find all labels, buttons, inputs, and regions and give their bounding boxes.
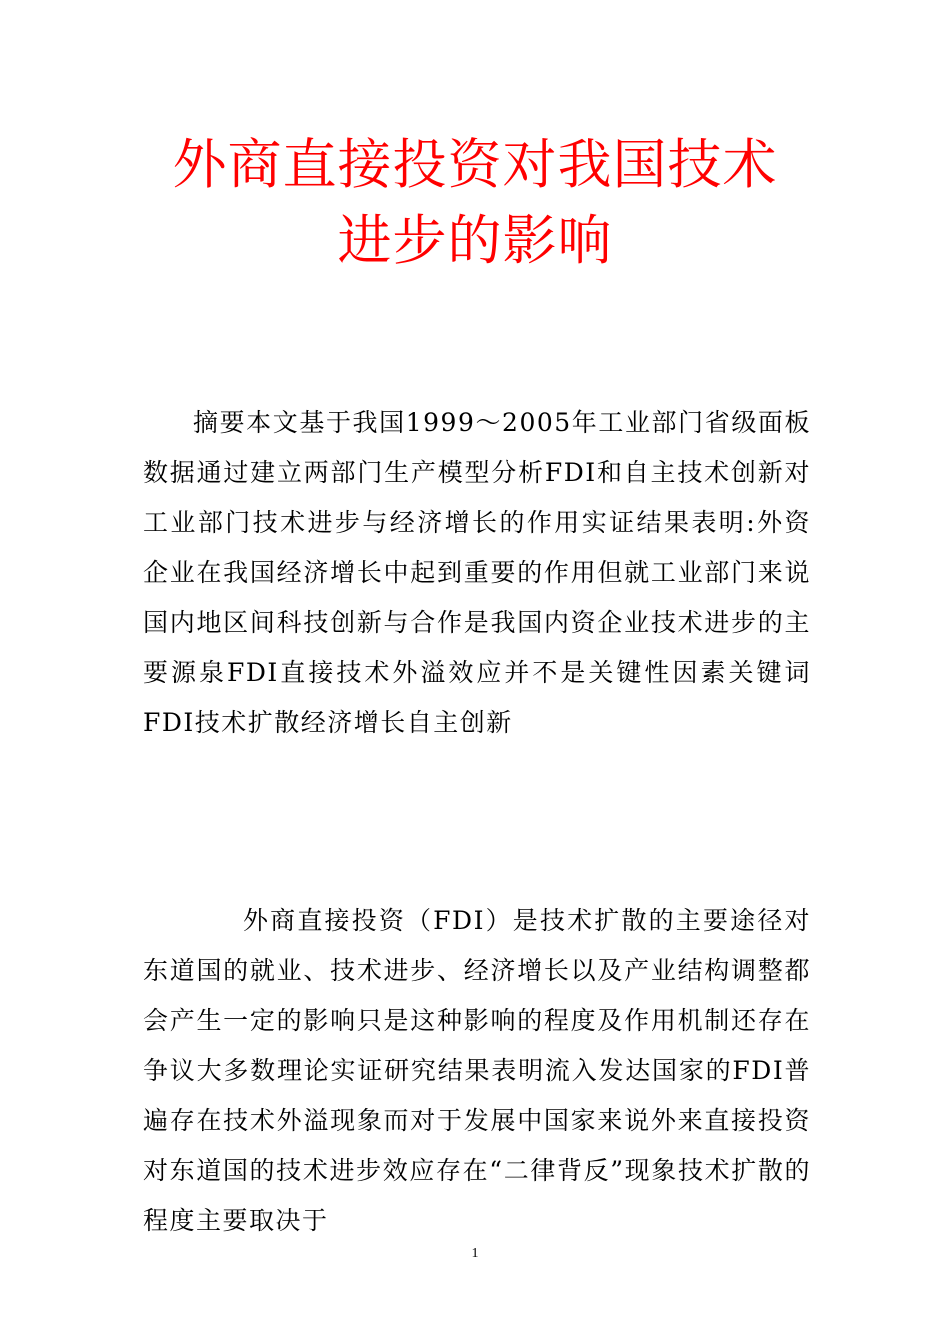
document-title-line-2: 进步的影响 (337, 209, 613, 272)
page-number: 1 (471, 1246, 479, 1261)
body-paragraph: 外商直接投资（FDI）是技术扩散的主要途径对东道国的就业、技术进步、经济增长以及产业结构调整都会产生一定的影响只是这种影响的程度及作用机制还存在争议大多数理论实证研究结果表明流入发达国家的FDI普遍存在技术外溢现象而对于发展中国家来说外来直接投资对东道国的技术进步效应存在“二律背反”现象技术扩散的程度主要取决于 (143, 906, 811, 1235)
abstract-paragraph: 摘要本文基于我国1999～2005年工业部门省级面板数据通过建立两部门生产模型分析FDI和自主技术创新对工业部门技术进步与经济增长的作用实证结果表明:外资企业在我国经济增长中起到重要的作用但就工业部门来说国内地区间科技创新与合作是我国内资企业技术进步的主要源泉FDI直接技术外溢效应并不是关键性因素关键词FDI技术扩散经济增长自主创新 (143, 408, 811, 737)
document-title-line-1: 外商直接投资对我国技术 (172, 133, 778, 196)
